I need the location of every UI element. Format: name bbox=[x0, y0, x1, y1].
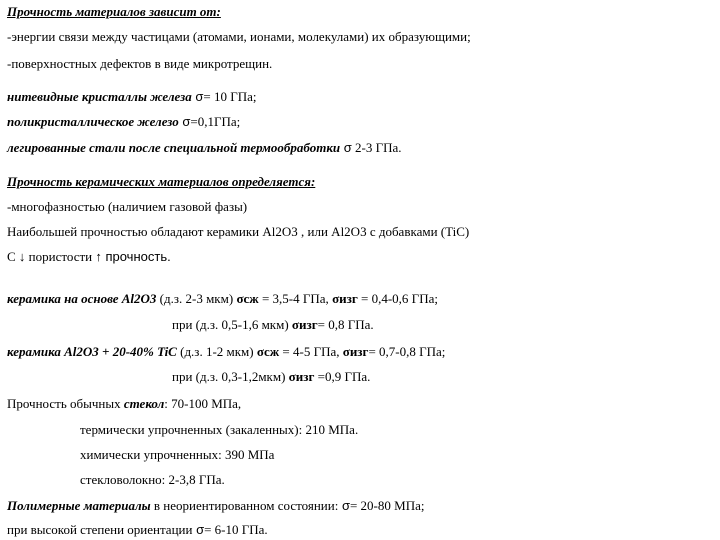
text-tempered-glass: термически упрочненных (закаленных): 210 МПа. bbox=[80, 422, 359, 437]
grain-size-text: при (д.з. 0,3-1,2мкм) bbox=[172, 369, 289, 384]
line-iron-whiskers bbox=[7, 89, 256, 105]
line-oriented-polymers bbox=[7, 522, 268, 538]
line-polymers bbox=[7, 498, 424, 514]
value-glass: : 70-100 МПа, bbox=[164, 396, 242, 411]
sigma-symbol: σ bbox=[178, 114, 191, 129]
text-glass-prefix: Прочность обычных bbox=[7, 396, 124, 411]
value-bending: = 0,4-0,6 ГПа; bbox=[357, 291, 438, 306]
label-glass: стекол bbox=[123, 396, 165, 411]
line-polycrystal-iron bbox=[7, 114, 240, 130]
sigma-symbol: σ bbox=[340, 140, 352, 155]
sigma-symbol: σ bbox=[192, 522, 205, 537]
value-iron-whiskers: = 10 ГПа; bbox=[203, 89, 257, 104]
sigma-symbol: σ bbox=[338, 498, 350, 513]
text-highest-strength: Наибольшей прочностью обладают керамики Al2O3 , или Al2O3 с добавками (TiC) bbox=[7, 224, 470, 239]
line-porosity bbox=[7, 249, 171, 265]
grain-size-text: (д.з. 2-3 мкм) bbox=[156, 291, 237, 306]
label-ceramic-al2o3-tic: керамика Al2O3 + 20-40% TiC bbox=[7, 344, 177, 359]
label-iron-whiskers: нитевидные кристаллы железа bbox=[7, 89, 192, 104]
text-porosity: С ↓ пористости ↑ bbox=[7, 249, 102, 264]
value-bending: =0,9 ГПа. bbox=[314, 369, 371, 384]
sigma-symbol: σ bbox=[191, 89, 204, 104]
sigma-bending: σизг bbox=[342, 344, 369, 359]
line-glass-strength bbox=[7, 396, 241, 412]
value-compression: = 3,5-4 ГПа, bbox=[258, 291, 333, 306]
value-bending: = 0,8 ГПа. bbox=[317, 317, 374, 332]
heading-strength-depends: Прочность материалов зависит от: bbox=[7, 4, 221, 19]
line-alloy-steel bbox=[7, 140, 402, 156]
text-fiberglass: стекловолокно: 2-3,8 ГПа. bbox=[80, 472, 225, 487]
heading-ceramic-strength: Прочность керамических материалов определяется: bbox=[7, 174, 316, 189]
sigma-bending: σизг bbox=[332, 291, 358, 306]
label-polycrystal-iron: поликристаллическое железо bbox=[7, 114, 179, 129]
value-alloy-steel: 2-3 ГПа. bbox=[351, 140, 402, 155]
text-unoriented: в неориентированном состоянии: bbox=[150, 498, 339, 513]
value-bending: = 0,7-0,8 ГПа; bbox=[368, 344, 446, 359]
label-ceramic-al2o3: керамика на основе Al2O3 bbox=[7, 291, 157, 306]
value-oriented: = 6-10 ГПа. bbox=[204, 522, 268, 537]
text-strength-word: прочность. bbox=[101, 249, 171, 264]
row-ceramic-al2o3-tic bbox=[7, 344, 445, 360]
text-bond-energy: -энергии связи между частицами (атомами, ионами, молекулами) их образующими; bbox=[7, 29, 471, 44]
grain-size-text: (д.з. 1-2 мкм) bbox=[176, 344, 257, 359]
grain-size-text: при (д.з. 0,5-1,6 мкм) bbox=[172, 317, 292, 332]
text-multiphase: -многофазностью (наличием газовой фазы) bbox=[7, 199, 248, 214]
value-compression: = 4-5 ГПа, bbox=[279, 344, 343, 359]
row-ceramic-al2o3 bbox=[7, 291, 438, 307]
row-ceramic-al2o3-fine bbox=[172, 317, 374, 333]
text-surface-defects: -поверхностных дефектов в виде микротрещин. bbox=[7, 56, 273, 71]
sigma-compression: σсж bbox=[236, 291, 259, 306]
text-high-orientation: при высокой степени ориентации bbox=[7, 522, 193, 537]
label-alloy-steel: легированные стали после специальной термообработки bbox=[7, 140, 341, 155]
row-ceramic-al2o3-tic-fine bbox=[172, 369, 370, 385]
sigma-compression: σсж bbox=[256, 344, 280, 359]
value-polymers: = 20-80 МПа; bbox=[349, 498, 425, 513]
value-polycrystal-iron: =0,1ГПа; bbox=[190, 114, 241, 129]
text-chemically-strengthened: химически упрочненных: 390 МПа bbox=[80, 447, 275, 462]
label-polymers: Полимерные материалы bbox=[7, 498, 151, 513]
sigma-bending: σизг bbox=[291, 317, 318, 332]
sigma-bending: σизг bbox=[288, 369, 315, 384]
